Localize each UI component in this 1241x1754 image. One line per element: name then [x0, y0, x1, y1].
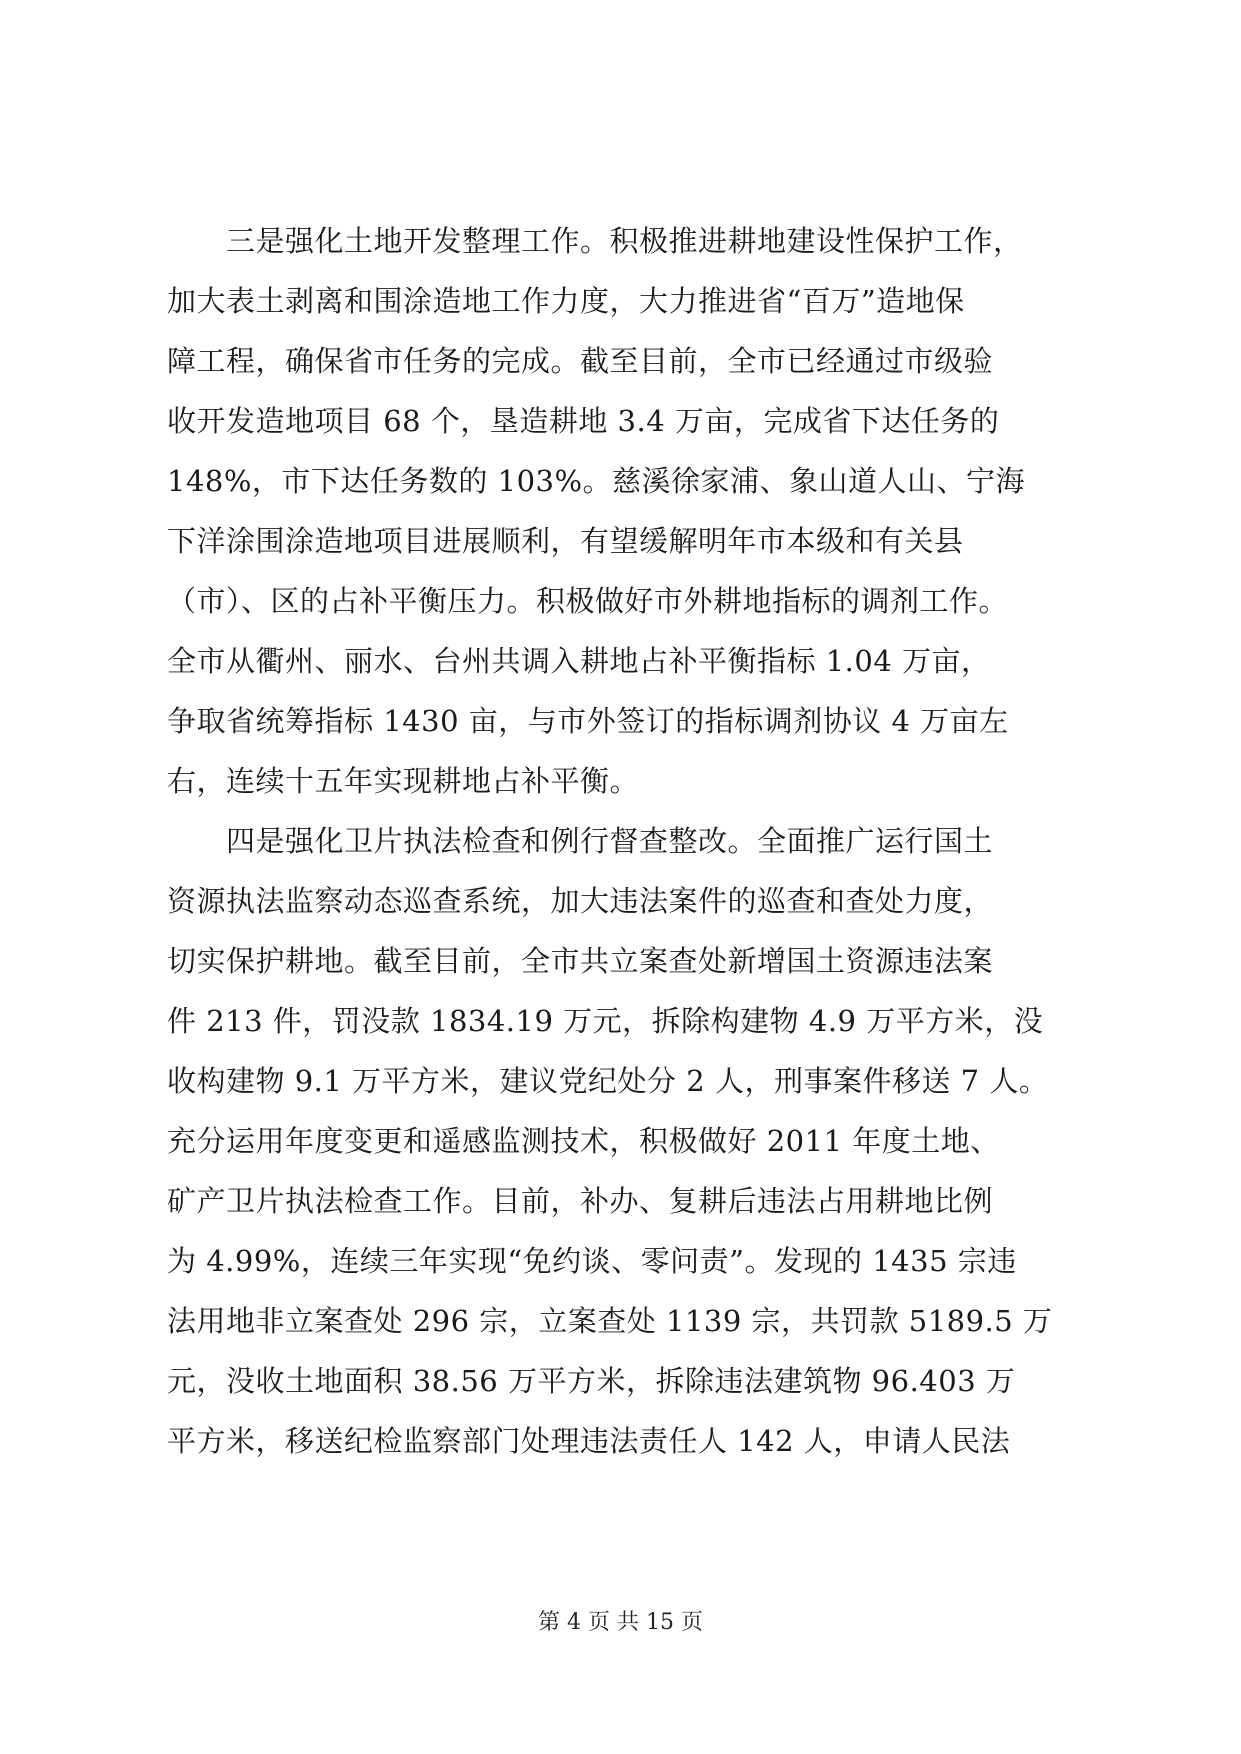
page-number-footer: 第 4 页 共 15 页 — [538, 1610, 703, 1635]
text-line: 切实保护耕地。截至目前，全市共立案查处新增国土资源违法案 — [167, 944, 994, 978]
text-line: 件 213 件，罚没款 1834.19 万元，拆除构建物 4.9 万平方米，没 — [167, 1004, 1044, 1038]
text-line: 三是强化土地开发整理工作。积极推进耕地建设性保护工作， — [167, 224, 1023, 258]
text-line: 为 4.99%，连续三年实现“免约谈、零问责”。发现的 1435 宗违 — [167, 1244, 1017, 1278]
text-line: 全市从衢州、丽水、台州共调入耕地占补平衡指标 1.04 万亩， — [167, 644, 991, 678]
text-line: 收构建物 9.1 万平方米，建议党纪处分 2 人，刑事案件移送 7 人。 — [167, 1064, 1049, 1098]
text-line: 收开发造地项目 68 个，垦造耕地 3.4 万亩，完成省下达任务的 — [167, 404, 1000, 438]
text-line: （市）、区的占补平衡压力。积极做好市外耕地指标的调剂工作。 — [167, 584, 1009, 618]
text-line: 平方米，移送纪检监察部门处理违法责任人 142 人，申请人民法 — [167, 1424, 1011, 1458]
text-line: 法用地非立案查处 296 宗，立案查处 1139 宗，共罚款 5189.5 万 — [167, 1304, 1053, 1338]
text-line: 右，连续十五年实现耕地占补平衡。 — [167, 764, 640, 798]
text-line: 148%，市下达任务数的 103%。慈溪徐家浦、象山道人山、宁海 — [167, 464, 1026, 498]
text-line: 加大表土剥离和围涂造地工作力度，大力推进省“百万”造地保 — [167, 284, 965, 318]
text-line: 元，没收土地面积 38.56 万平方米，拆除违法建筑物 96.403 万 — [167, 1364, 1016, 1398]
paragraph-land-development — [167, 211, 1087, 811]
text-line: 充分运用年度变更和遥感监测技术，积极做好 2011 年度土地、 — [167, 1124, 1000, 1158]
paragraph-enforcement-inspection — [167, 811, 1087, 1471]
text-line: 下洋涂围涂造地项目进展顺利，有望缓解明年市本级和有关县 — [167, 524, 964, 558]
text-line: 障工程，确保省市任务的完成。截至目前，全市已经通过市级验 — [167, 344, 994, 378]
text-line: 矿产卫片执法检查工作。目前，补办、复耕后违法占用耕地比例 — [167, 1184, 994, 1218]
text-line: 争取省统筹指标 1430 亩，与市外签订的指标调剂协议 4 万亩左 — [167, 704, 1009, 738]
text-line: 四是强化卫片执法检查和例行督查整改。全面推广运行国土 — [167, 824, 994, 858]
body-text — [167, 211, 1087, 1471]
text-line: 资源执法监察动态巡查系统，加大违法案件的巡查和查处力度， — [167, 884, 994, 918]
